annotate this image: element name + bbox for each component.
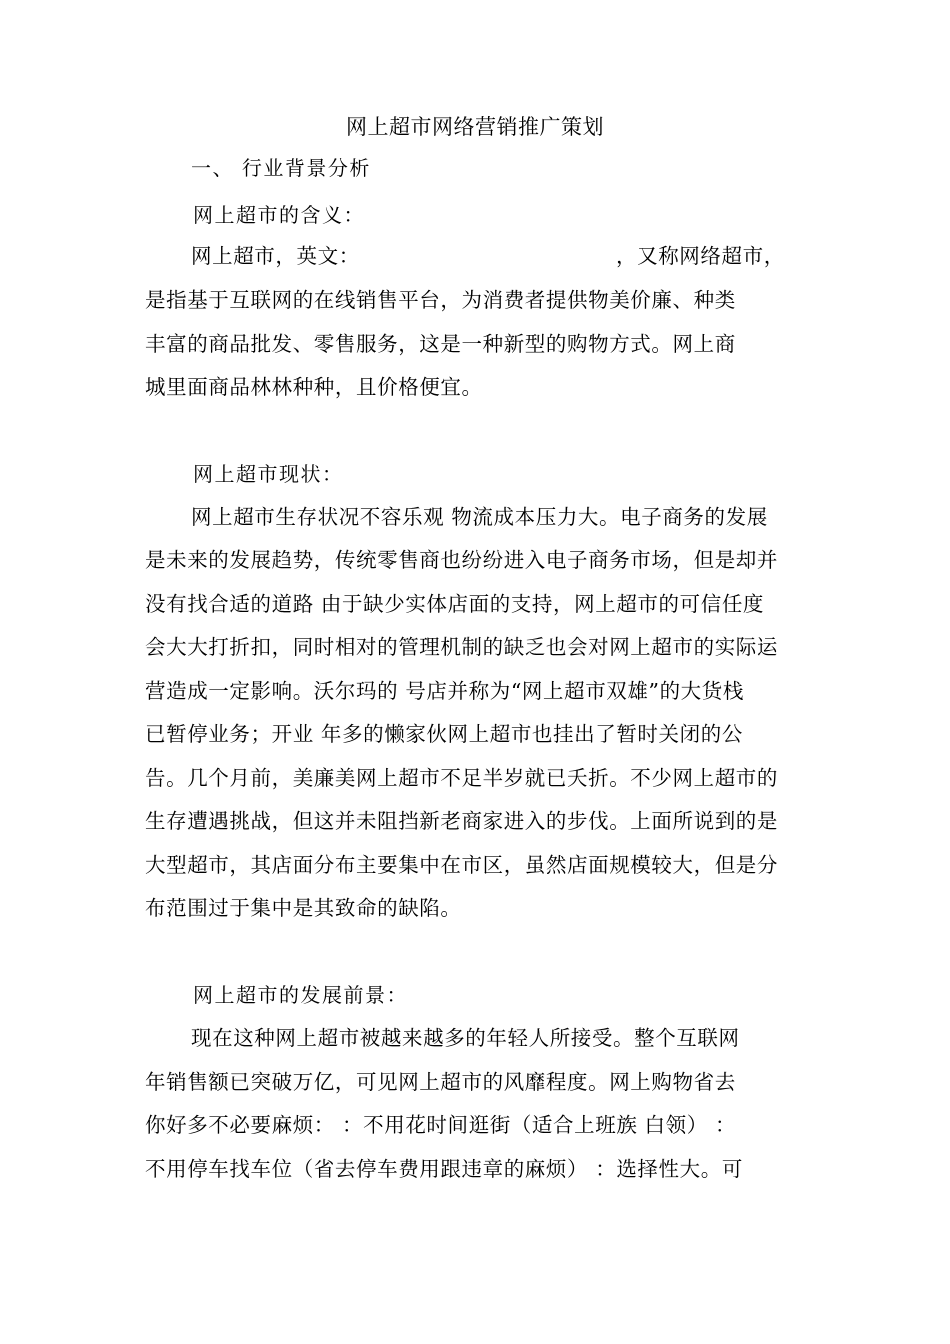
meaning-line-start: 网上超市，英文： — [191, 244, 360, 268]
paragraph-line: 大型超市，其店面分布主要集中在市区，虽然店面规模较大，但是分 — [145, 853, 778, 877]
paragraph-line: 城里面商品林林种种，且价格便宜。 — [145, 375, 483, 399]
paragraph-line: 已暂停业务；开业 年多的懒家伙网上超市也挂出了暂时关闭的公 — [145, 722, 743, 746]
paragraph-line — [191, 241, 811, 271]
paragraph-line: 没有找合适的道路 由于缺少实体店面的支持，网上超市的可信任度 — [145, 592, 765, 616]
paragraph-line: 是未来的发展趋势，传统零售商也纷纷进入电子商务市场，但是却并 — [145, 548, 778, 572]
section-heading-industry-background: 一、 行业背景分析 — [191, 156, 371, 180]
paragraph-line: 现在这种网上超市被越来越多的年轻人所接受。整个互联网 — [191, 1026, 740, 1050]
paragraph-line: 丰富的商品批发、零售服务，这是一种新型的购物方式。网上商 — [145, 332, 736, 356]
meaning-line-end: ，又称网络超市， — [616, 244, 785, 268]
paragraph-line: 布范围过于集中是其致命的缺陷。 — [145, 896, 462, 920]
paragraph-line: 告。几个月前，美廉美网上超市不足半岁就已夭折。不少网上超市的 — [145, 766, 778, 790]
subheading-prospect: 网上超市的发展前景： — [193, 983, 408, 1007]
paragraph-line: 你好多不必要麻烦： ：不用花时间逛街（适合上班族 白领） ： — [145, 1113, 737, 1137]
paragraph-line: 营造成一定影响。沃尔玛的 号店并称为“网上超市双雄”的大货栈 — [145, 679, 744, 703]
subheading-meaning: 网上超市的含义： — [193, 203, 365, 227]
paragraph-line: 会大大打折扣，同时相对的管理机制的缺乏也会对网上超市的实际运 — [145, 635, 778, 659]
paragraph-line: 年销售额已突破万亿，可见网上超市的风靡程度。网上购物省去 — [145, 1070, 736, 1094]
subheading-status: 网上超市现状： — [193, 462, 344, 486]
paragraph-line: 生存遭遇挑战，但这并未阻挡新老商家进入的步伐。上面所说到的是 — [145, 809, 778, 833]
paragraph-line: 是指基于互联网的在线销售平台，为消费者提供物美价廉、种类 — [145, 288, 736, 312]
document-title: 网上超市网络营销推广策划 — [346, 115, 604, 139]
paragraph-line: 不用停车找车位（省去停车费用跟违章的麻烦） ：选择性大。可 — [145, 1157, 743, 1181]
paragraph-line: 网上超市生存状况不容乐观 物流成本压力大。电子商务的发展 — [191, 505, 768, 529]
